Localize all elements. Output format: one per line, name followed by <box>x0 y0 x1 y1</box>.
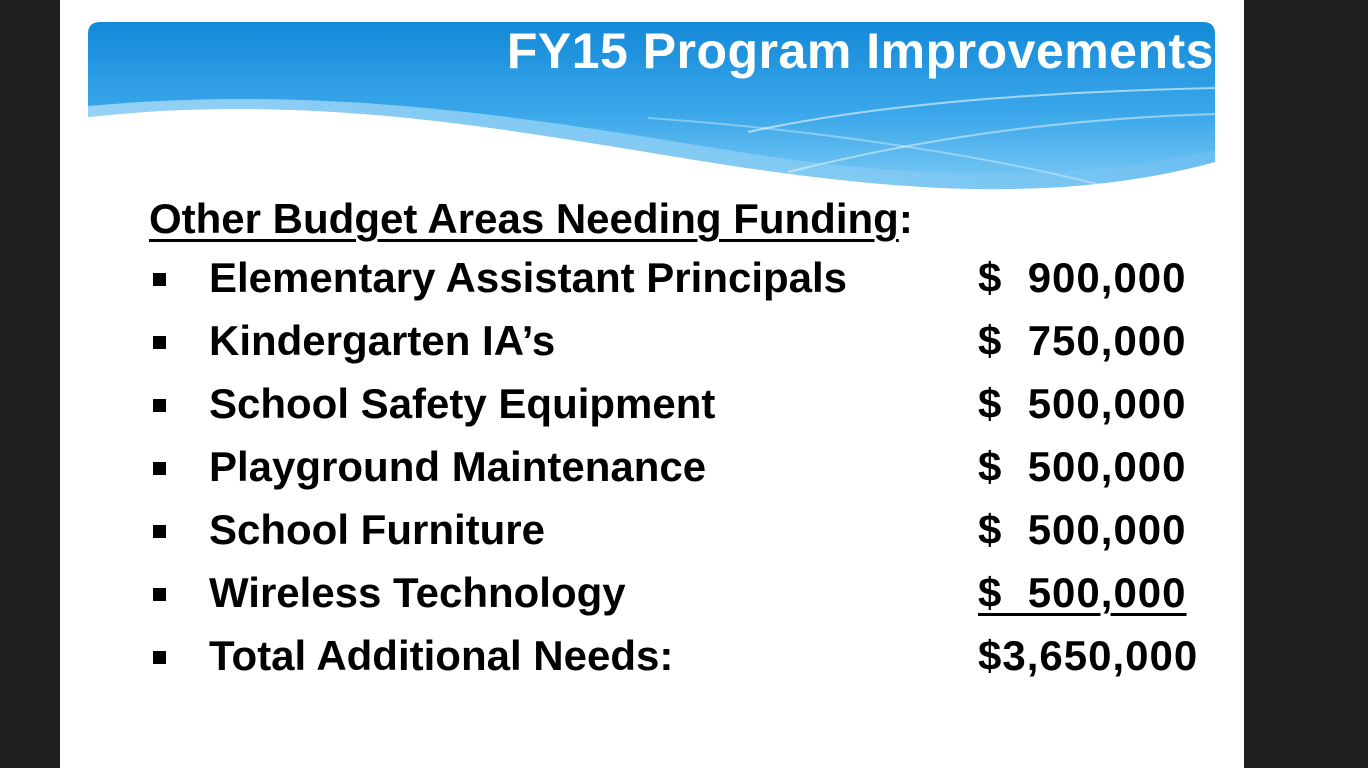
item-amount: $ 500,000 <box>978 380 1187 427</box>
funding-list <box>149 246 1219 687</box>
square-bullet-icon <box>153 588 166 601</box>
item-label: Kindergarten IA’s <box>209 317 556 364</box>
item-amount: $ 500,000 <box>978 443 1187 490</box>
funding-list-item <box>149 561 1219 624</box>
item-label: Elementary Assistant Principals <box>209 254 848 301</box>
item-amount: $ 500,000 <box>978 569 1187 616</box>
section-heading <box>149 192 1219 246</box>
square-bullet-icon <box>153 336 166 349</box>
item-amount: $ 900,000 <box>978 254 1187 301</box>
funding-list-item <box>149 435 1219 498</box>
slide <box>60 0 1244 768</box>
square-bullet-icon <box>153 399 166 412</box>
square-bullet-icon <box>153 651 166 664</box>
funding-list-item <box>149 372 1219 435</box>
item-amount: $ 500,000 <box>978 506 1187 553</box>
funding-list-item <box>149 624 1219 687</box>
item-label: Playground Maintenance <box>209 443 707 490</box>
item-label: School Safety Equipment <box>209 380 716 427</box>
square-bullet-icon <box>153 462 166 475</box>
section-heading-text: Other Budget Areas Needing Funding <box>149 195 899 242</box>
slide-content <box>149 192 1219 687</box>
square-bullet-icon <box>153 273 166 286</box>
funding-list-item <box>149 246 1219 309</box>
item-amount: $3,650,000 <box>978 632 1199 679</box>
item-label: Total Additional Needs: <box>209 632 674 679</box>
funding-list-item <box>149 309 1219 372</box>
item-label: School Furniture <box>209 506 545 553</box>
item-label: Wireless Technology <box>209 569 626 616</box>
square-bullet-icon <box>153 525 166 538</box>
item-amount: $ 750,000 <box>978 317 1187 364</box>
funding-list-item <box>149 498 1219 561</box>
slide-title: FY15 Program Improvements <box>506 23 1214 79</box>
section-heading-colon: : <box>898 195 913 242</box>
